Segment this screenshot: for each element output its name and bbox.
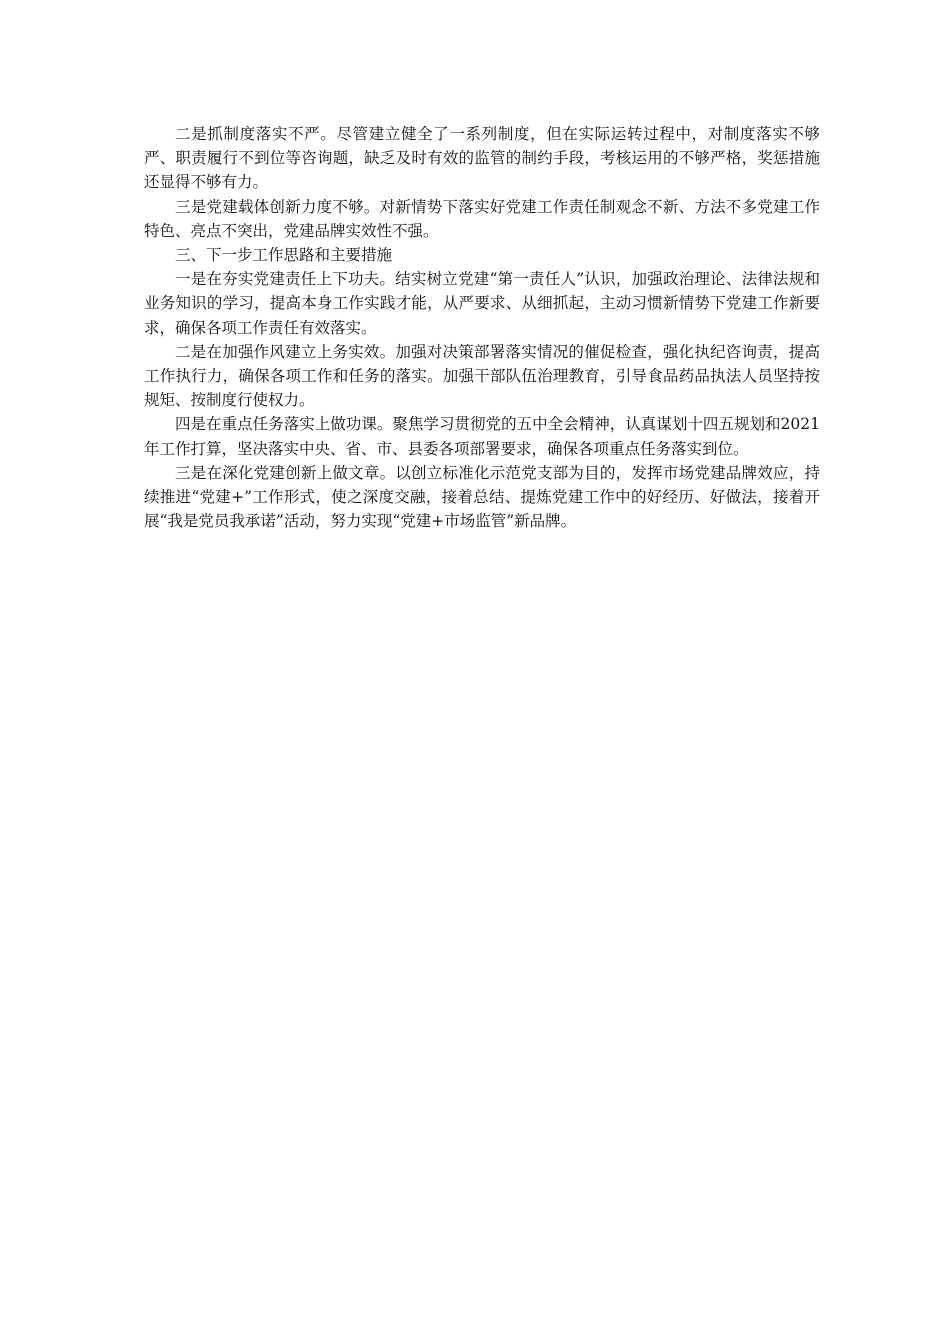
paragraph-innovation: 三是在深化党建创新上做文章。以创立标准化示范党支部为目的，发挥市场党建品牌效应，持续推进“党建+”工作形式，使之深度交融，接着总结、提炼党建工作中的好经历、好做法，接着开展“我是党员我承诺”活动，努力实现“党建+市场监管”新品牌。 bbox=[144, 463, 820, 531]
paragraph-key-tasks: 四是在重点任务落实上做功课。聚焦学习贯彻党的五中全会精神，认真谋划十四五规划和2021年工作打算，坚决落实中央、省、市、县委各项部署要求，确保各项重点任务落实到位。 bbox=[144, 415, 820, 458]
section-heading-next-steps: 三、下一步工作思路和主要措施 bbox=[175, 246, 393, 265]
paragraph-party-building-innovation: 三是党建载体创新力度不够。对新情势下落实好党建工作责任制观念不新、方法不多党建工作特色、亮点不突出，党建品牌实效性不强。 bbox=[144, 197, 820, 240]
paragraph-system-implementation: 二是抓制度落实不严。尽管建立健全了一系列制度，但在实际运转过程中，对制度落实不够严、职责履行不到位等咨询题，缺乏及时有效的监管的制约手段，考核运用的不够严格，奖惩措施还显得不够有力。 bbox=[144, 125, 820, 192]
document-body bbox=[144, 122, 820, 533]
paragraph-responsibility: 一是在夯实党建责任上下功夫。结实树立党建“第一责任人”认识，加强政治理论、法律法规和业务知识的学习，提高本身工作实践才能，从严要求、从细抓起，主动习惯新情势下党建工作新要求，确保各项工作责任有效落实。 bbox=[144, 270, 820, 337]
paragraph-work-style: 二是在加强作风建立上务实效。加强对决策部署落实情况的催促检查，强化执纪咨询责，提高工作执行力，确保各项工作和任务的落实。加强干部队伍治理教育，引导食品药品执法人员坚持按规矩、按制度行使权力。 bbox=[144, 342, 820, 410]
